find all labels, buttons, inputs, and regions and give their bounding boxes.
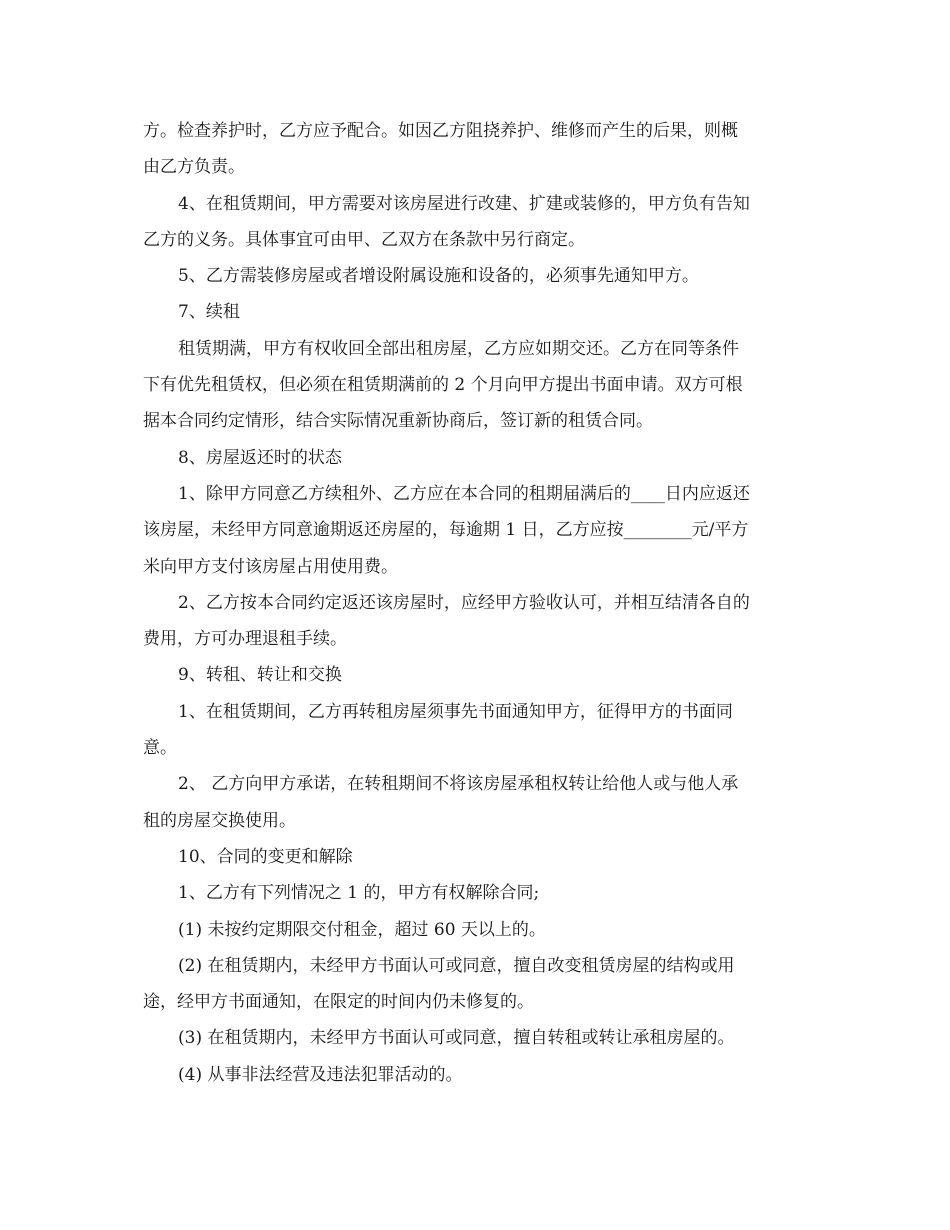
section-heading-renewal: 7、续租 (178, 302, 240, 323)
text-line: 费用，方可办理退租手续。 (143, 629, 347, 650)
clause-8-2: 2、乙方按本合同约定返还该房屋时，应经甲方验收认可，并相互结清各自的 (178, 592, 750, 613)
document-body (143, 113, 811, 1093)
item-1: (1) 未按约定期限交付租金，超过 60 天以上的。 (178, 919, 546, 940)
clause-4: 4、在租赁期间，甲方需要对该房屋进行改建、扩建或装修的，甲方负有告知 (178, 193, 750, 214)
text-line: 据本合同约定情形，结合实际情况重新协商后，签订新的租赁合同。 (143, 411, 653, 432)
item-2: (2) 在租赁期内，未经甲方书面认可或同意，擅自改变租赁房屋的结构或用 (178, 955, 735, 976)
clause-8-1: 1、除甲方同意乙方续租外、乙方应在本合同的租期届满后的____日内应返还 (178, 483, 750, 504)
clause-9-1: 1、在租赁期间，乙方再转租房屋须事先书面通知甲方，征得甲方的书面同 (178, 701, 733, 722)
item-4: (4) 从事非法经营及违法犯罪活动的。 (178, 1064, 463, 1085)
text-line: 米向甲方支付该房屋占用使用费。 (143, 556, 398, 577)
section-heading-change-termination: 10、合同的变更和解除 (178, 846, 353, 867)
text-line: 乙方的义务。具体事宜可由甲、乙双方在条款中另行商定。 (143, 229, 585, 250)
text-line: 意。 (143, 738, 177, 759)
clause-5: 5、乙方需装修房屋或者增设附属设施和设备的，必须事先通知甲方。 (178, 266, 699, 287)
section-heading-sublease: 9、转租、转让和交换 (178, 665, 342, 686)
text-line: 租赁期满，甲方有权收回全部出租房屋，乙方应如期交还。乙方在同等条件 (178, 338, 739, 359)
item-3: (3) 在租赁期内，未经甲方书面认可或同意，擅自转租或转让承租房屋的。 (178, 1028, 735, 1049)
text-line: 租的房屋交换使用。 (143, 810, 296, 831)
text-line: 下有优先租赁权，但必须在租赁期满前的 2 个月向甲方提出书面申请。双方可根 (143, 375, 743, 396)
text-line: 由乙方负责。 (143, 157, 245, 178)
clause-9-2: 2、 乙方向甲方承诺，在转租期间不将该房屋承租权转让给他人或与他人承 (178, 774, 739, 795)
clause-10-1: 1、乙方有下列情况之 1 的，甲方有权解除合同; (178, 883, 540, 904)
text-line: 该房屋，未经甲方同意逾期返还房屋的，每逾期 1 日，乙方应按________元/平方 (143, 520, 749, 541)
text-line: 方。检查养护时，乙方应予配合。如因乙方阻挠养护、维修而产生的后果，则概 (143, 121, 738, 141)
text-line: 途，经甲方书面通知，在限定的时间内仍未修复的。 (143, 992, 534, 1013)
section-heading-return-state: 8、房屋返还时的状态 (178, 447, 342, 468)
